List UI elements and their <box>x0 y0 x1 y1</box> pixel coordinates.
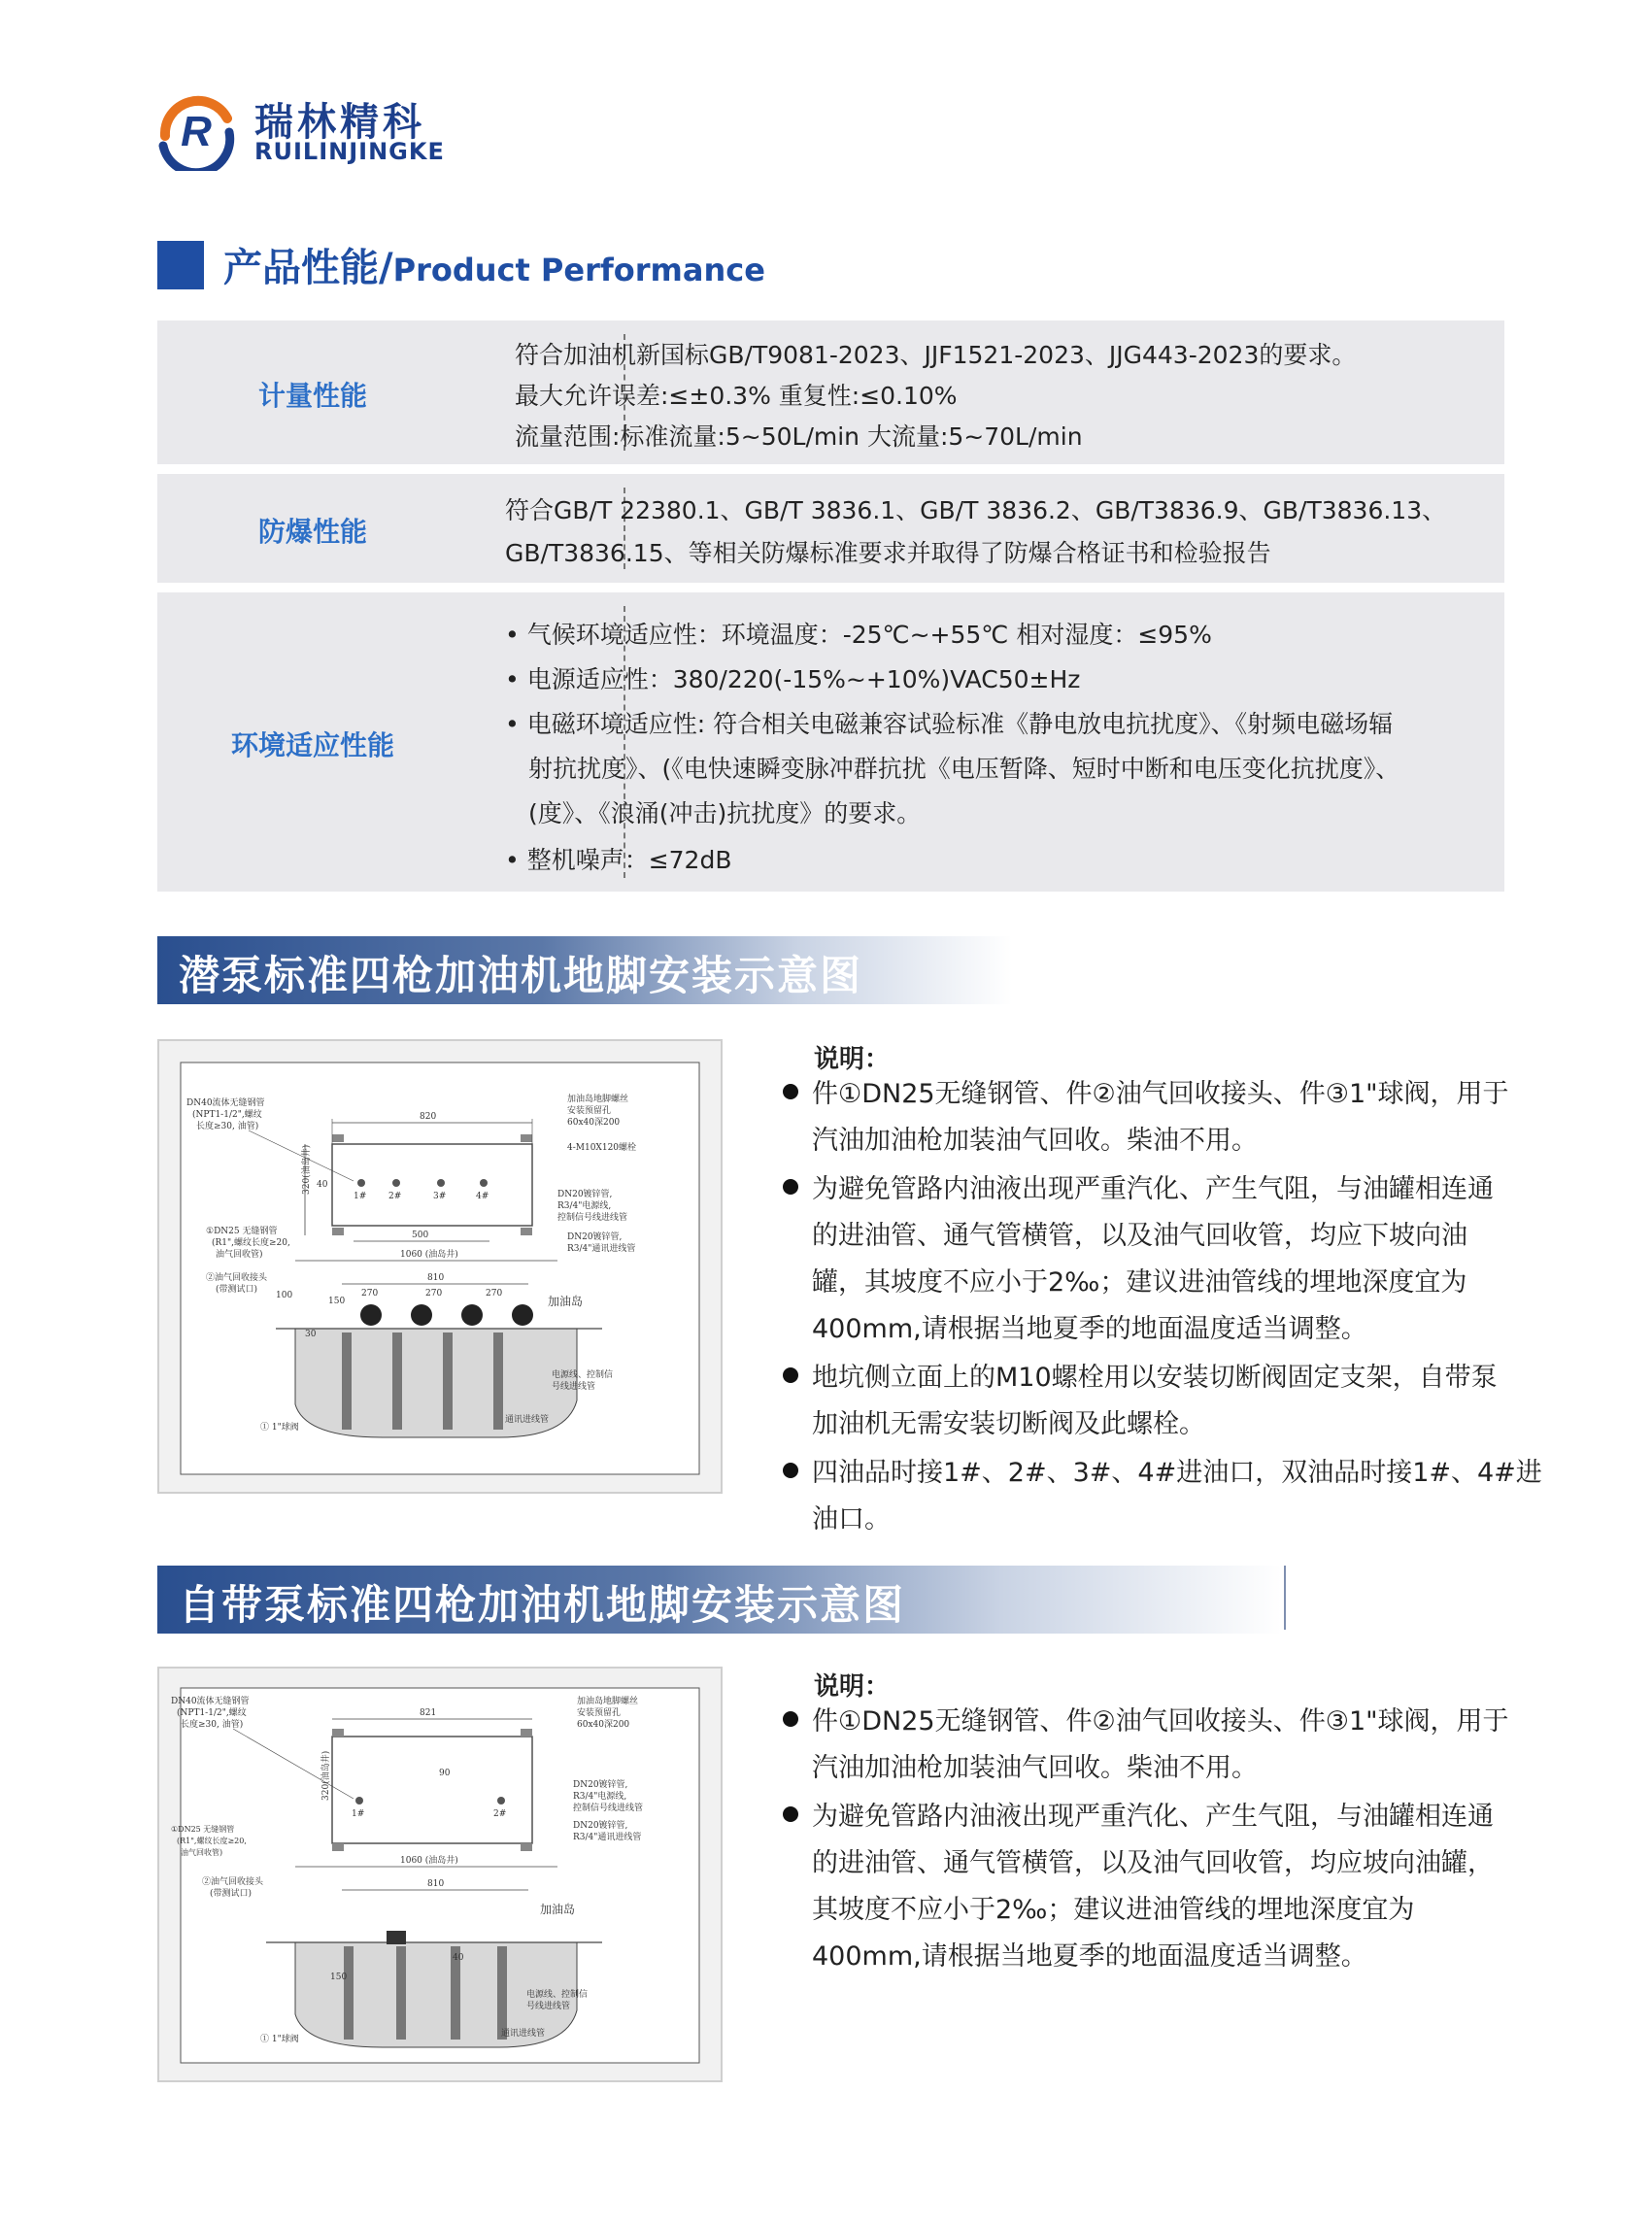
note-line: 的进油管、通气管横管，以及油气回收管，均应坡向油罐， <box>812 1848 1494 1878</box>
label-comm: 通讯进线管 <box>501 2029 546 2039</box>
note-line: 为避免管路内油液出现严重汽化、产生气阻，与油罐相连通 <box>812 1174 1494 1204</box>
row-text: • 气候环境适应性：环境温度：-25℃~+55℃ 相对湿度：≤95% <box>505 621 1212 649</box>
dim-500: 500 <box>412 1231 429 1240</box>
label-powerb: 号线进线管 <box>552 1382 596 1392</box>
port-3: 3# <box>433 1192 447 1201</box>
note-line: 400mm,请根据当地夏季的地面温度适当调整。 <box>812 1314 1367 1344</box>
section2-banner <box>157 1566 1282 1634</box>
note-line: 罐，其坡度不应小于2‰；建议进油管线的埋地深度宜为 <box>812 1267 1467 1298</box>
label-power: 电源线、控制信 <box>526 1990 589 2000</box>
note-line: 其坡度不应小于2‰；建议进油管线的埋地深度宜为 <box>812 1895 1415 1925</box>
row-text: 符合GB/T 22380.1、GB/T 3836.1、GB/T 3836.2、GB/T3836.9、GB/T3836.13、 <box>505 496 1447 524</box>
label-dn20a: DN20镀锌管, <box>573 1780 628 1790</box>
row-label-environment: 环境适应性能 <box>230 729 394 761</box>
logo-en-text: RUILINJINGKE <box>254 138 445 165</box>
label-dn20b: R3/4"电源线, <box>573 1792 627 1802</box>
port-1: 1# <box>354 1192 367 1201</box>
performance-row-explosion <box>157 474 1504 583</box>
row-text: • 电源适应性：380/220(-15%~+10%)VAC50±Hz <box>505 665 1081 693</box>
logo-letter: R <box>181 108 212 155</box>
section2-diagram-drawing <box>159 1669 721 2080</box>
dim-820: 820 <box>420 1112 437 1122</box>
section1-note-title: 说明： <box>814 1045 891 1074</box>
label-dn40c: 长度≥30, 油管) <box>196 1122 259 1131</box>
row-text: 流量范围:标准流量:5~50L/min 大流量:5~70L/min <box>515 422 1083 451</box>
section1-diagram-drawing <box>159 1041 721 1492</box>
label-powerb: 号线进线管 <box>526 2002 571 2011</box>
row-text: 最大允许误差:≤±0.3% 重复性:≤0.10% <box>515 382 958 410</box>
label-dn20a: DN20镀锌管, <box>557 1190 613 1199</box>
row-text: • 整机噪声：≤72dB <box>505 846 732 874</box>
dim-100: 100 <box>276 1291 293 1300</box>
label-anchor: 加油岛地脚螺丝 <box>567 1095 629 1104</box>
label-dn40c: 长度≥30, 油管) <box>181 1720 244 1730</box>
note-line: 汽油加油枪加装油气回收。柴油不用。 <box>812 1753 1258 1783</box>
label-vaporb: (带测试口) <box>210 1889 253 1899</box>
dim-320: 320(油岛井) <box>302 1144 312 1195</box>
note-line: 为避免管路内油液出现严重汽化、产生气阻，与油罐相连通 <box>812 1802 1494 1832</box>
title-square-icon <box>157 241 204 289</box>
label-island: 加油岛 <box>548 1295 584 1308</box>
dim-1060: 1060 (油岛井) <box>400 1250 458 1260</box>
label-anchorb: 安装预留孔 <box>567 1106 612 1116</box>
performance-row-metering <box>157 320 1504 464</box>
label-vapor: ②油气回收接头 <box>206 1273 268 1283</box>
row-text: (度》、《浪涌(冲击)抗扰度》的要求。 <box>528 799 922 827</box>
note-line: 四油品时接1#、2#、3#、4#进油口，双油品时接1#、4#进 <box>812 1458 1542 1488</box>
performance-row-environment <box>157 592 1504 892</box>
note-line: 地坑侧立面上的M10螺栓用以安装切断阀固定支架，自带泵 <box>812 1363 1498 1393</box>
row-text: • 电磁环境适应性: 符合相关电磁兼容试验标准《静电放电抗扰度》、《射频电磁场辐 <box>505 710 1394 738</box>
label-dn25b: (R1",螺纹长度≥20, <box>177 1837 247 1845</box>
section1-diagram <box>157 1039 723 1494</box>
performance-title-text <box>223 237 765 292</box>
dim-810: 810 <box>427 1879 445 1889</box>
label-dn40: DN40流体无缝钢管 <box>171 1697 250 1706</box>
performance-title-en: Product Performance <box>392 252 765 288</box>
section2-diagram <box>157 1667 723 2082</box>
note-line: 的进油管、通气管横管，以及油气回收管，均应下坡向油 <box>812 1221 1467 1251</box>
note-line: 件①DN25无缝钢管、件②油气回收接头、件③1"球阀，用于 <box>812 1079 1509 1109</box>
row-text: 射抗扰度》、(《电快速瞬变脉冲群抗扰《电压暂降、短时中断和电压变化抗扰度》、 <box>528 755 1400 783</box>
note-line: 汽油加油枪加装油气回收。柴油不用。 <box>812 1126 1258 1156</box>
note-line: 400mm,请根据当地夏季的地面温度适当调整。 <box>812 1941 1367 1972</box>
dim-821: 821 <box>420 1708 437 1718</box>
label-dn25: ①DN25 无缝钢管 <box>171 1825 235 1834</box>
dim-90: 90 <box>439 1769 451 1778</box>
bullet-icon <box>783 1084 798 1099</box>
row-label-metering: 计量性能 <box>257 380 367 412</box>
label-dn40: DN40流体无缝钢管 <box>186 1098 265 1108</box>
label-dn20d: DN20镀锌管, <box>567 1232 623 1242</box>
label-anchor: 加油岛地脚螺丝 <box>577 1697 639 1706</box>
note-line: 件①DN25无缝钢管、件②油气回收接头、件③1"球阀，用于 <box>812 1706 1509 1737</box>
dim-270-b: 270 <box>425 1289 443 1298</box>
dim-270-a: 270 <box>361 1289 379 1298</box>
banner-edge-line <box>1284 1566 1286 1630</box>
performance-title-cn: 产品性能/ <box>223 246 393 290</box>
dim-270-c: 270 <box>486 1289 503 1298</box>
label-dn25b: (R1",螺纹长度≥20, <box>212 1238 290 1248</box>
note-line: 加油机无需安装切断阀及此螺栓。 <box>812 1409 1205 1439</box>
label-dn20c: 控制信号线进线管 <box>573 1804 644 1813</box>
label-anchorc: 60x40深200 <box>567 1118 621 1128</box>
bullet-icon <box>783 1179 798 1195</box>
label-vaporb: (带测试口) <box>216 1285 258 1295</box>
section2-note-title: 说明： <box>814 1672 891 1702</box>
dim-40: 40 <box>317 1180 328 1190</box>
dim-150: 150 <box>330 1973 348 1982</box>
row-text: GB/T3836.15、等相关防爆标准要求并取得了防爆合格证书和检验报告 <box>505 539 1271 567</box>
section1-banner-text: 潜泵标准四枪加油机地脚安装示意图 <box>179 952 863 999</box>
section2-banner-text: 自带泵标准四枪加油机地脚安装示意图 <box>179 1581 906 1629</box>
company-logo <box>155 89 476 177</box>
label-power: 电源线、控制信 <box>552 1370 614 1380</box>
logo-cn-text: 瑞林精科 <box>254 100 425 145</box>
dim-810: 810 <box>427 1273 445 1283</box>
label-dn20e: R3/4"通讯进线管 <box>567 1244 636 1254</box>
label-dn40b: (NPT1-1/2",螺纹 <box>192 1110 262 1120</box>
bullet-icon <box>783 1367 798 1383</box>
logo-mark-icon <box>155 89 237 171</box>
label-bolt: 4-M10X120螺栓 <box>567 1143 637 1153</box>
bullet-icon <box>783 1806 798 1822</box>
label-dn25c: 油气回收管) <box>216 1250 263 1260</box>
label-comm: 通讯进线管 <box>505 1415 550 1425</box>
label-dn20e: R3/4"通讯进线管 <box>573 1833 642 1842</box>
label-valve: ① 1"球阀 <box>260 2035 299 2044</box>
label-vapor: ②油气回收接头 <box>202 1877 264 1887</box>
label-dn20c: 控制信号线进线管 <box>557 1213 628 1223</box>
bullet-icon <box>783 1463 798 1478</box>
note-line: 油口。 <box>812 1504 891 1535</box>
dim-30: 30 <box>305 1330 317 1339</box>
section1-banner <box>157 936 1012 1004</box>
label-anchorc: 60x40深200 <box>577 1720 630 1730</box>
port-4: 4# <box>476 1192 489 1201</box>
row-label-explosion: 防爆性能 <box>257 516 367 548</box>
label-anchorb: 安装预留孔 <box>577 1708 622 1718</box>
label-dn40b: (NPT1-1/2",螺纹 <box>177 1708 247 1718</box>
port-2: 2# <box>493 1809 507 1819</box>
bullet-icon <box>783 1711 798 1727</box>
label-dn20b: R3/4"电源线, <box>557 1201 612 1211</box>
port-2: 2# <box>388 1192 402 1201</box>
label-dn25c: 油气回收管) <box>181 1848 223 1857</box>
port-1: 1# <box>352 1809 365 1819</box>
label-dn25: ①DN25 无缝钢管 <box>206 1227 278 1236</box>
dim-40: 40 <box>453 1953 464 1963</box>
label-dn20d: DN20镀锌管, <box>573 1821 628 1831</box>
label-valve: ① 1"球阀 <box>260 1423 299 1433</box>
dim-320: 320(油岛井) <box>321 1750 331 1801</box>
dim-150: 150 <box>328 1297 346 1306</box>
label-island: 加油岛 <box>540 1903 576 1916</box>
row-text: 符合加油机新国标GB/T9081-2023、JJF1521-2023、JJG443-2023的要求。 <box>515 341 1357 369</box>
dim-1060: 1060 (油岛井) <box>400 1856 458 1866</box>
